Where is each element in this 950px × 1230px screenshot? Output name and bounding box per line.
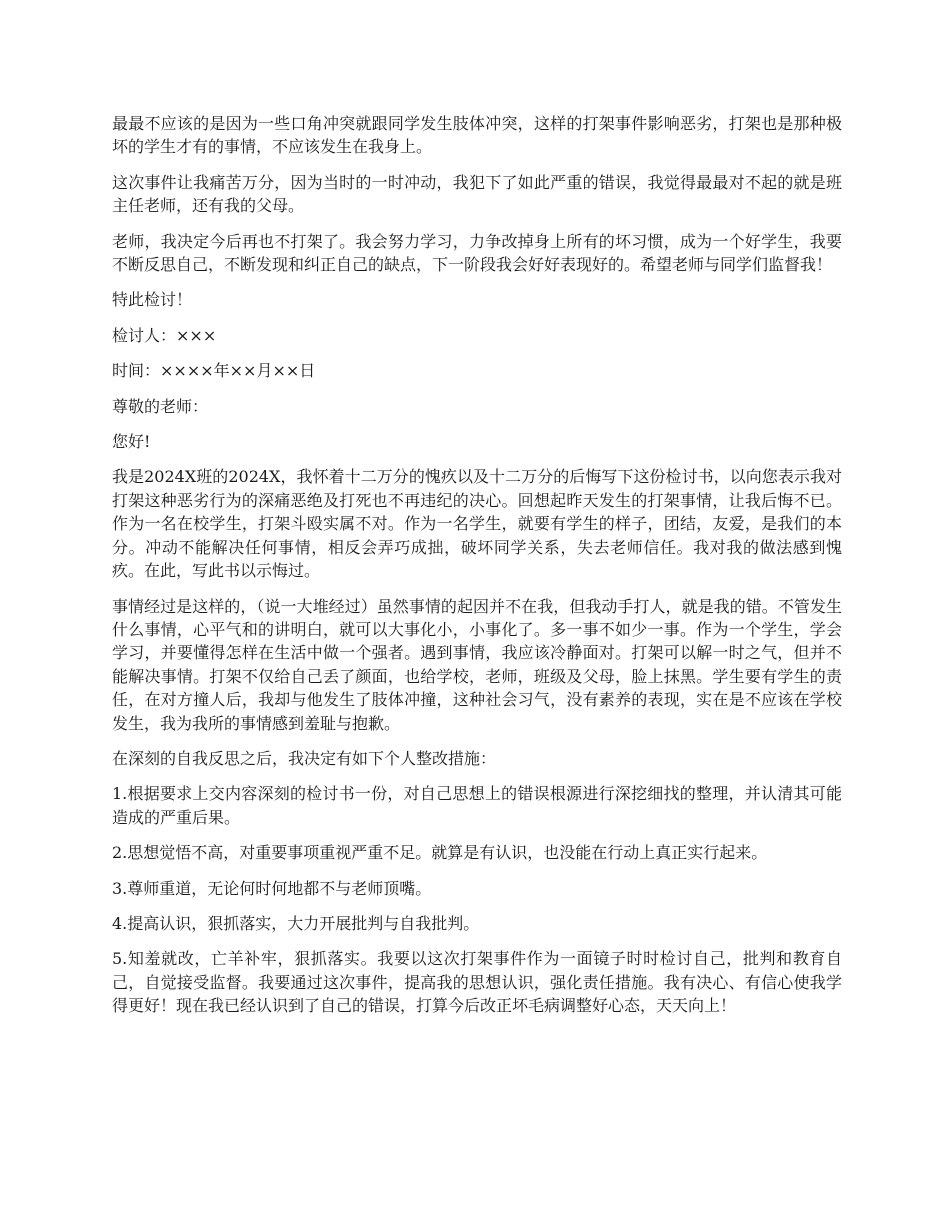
measure-item-4: 4.提高认识，狠抓落实，大力开展批判与自我批判。 [112, 913, 480, 933]
measure-item-1: 1.根据要求上交内容深刻的检讨书一份，对自己思想上的错误根源进行深挖细找的整理，并认清其可能造成的严重后果。 [112, 784, 842, 827]
salutation: 尊敬的老师： [112, 396, 209, 416]
date-line: 时间：××××年××月××日 [112, 361, 316, 381]
paragraph-regret-teacher-parents: 这次事件让我痛苦万分，因为当时的一时冲动，我犯下了如此严重的错误，我觉得最最对不起的就是班主任老师，还有我的父母。 [112, 172, 842, 216]
measure-item-5: 5.知羞就改，亡羊补牢，狠抓落实。我要以这次打架事件作为一面镜子时时检讨自己，批判和教育自己，自觉接受监督。我要通过这次事件，提高我的思想认识，强化责任措施。我有决心、有信心使我学得更好！现在我已经认识到了自己的错误，打算今后改正坏毛病调整好心态，天天向上！ [112, 949, 842, 1016]
closing-line: 特此检讨！ [112, 290, 193, 310]
paragraph-reflection-fight: 最最不应该的是因为一些口角冲突就跟同学发生肢体冲突，这样的打架事件影响恶劣，打架也是那种极坏的学生才有的事情，不应该发生在我身上。 [112, 114, 842, 157]
measure-item-2: 2.思想觉悟不高，对重要事项重视严重不足。就算是有认识，也没能在行动上真正实行起来。 [112, 843, 768, 863]
paragraph-measures-intro: 在深刻的自我反思之后，我决定有如下个人整改措施： [112, 748, 497, 768]
document-body [112, 112, 842, 1030]
paragraph-promise: 老师，我决定今后再也不打架了。我会努力学习，力争改掉身上所有的坏习惯，成为一个好学生，我要不断反思自己，不断发现和纠正自己的缺点，下一阶段我会好好表现好的。希望老师与同学们监督我！ [112, 231, 842, 275]
signature-line: 检讨人：××× [112, 325, 217, 345]
greeting: 您好! [112, 432, 151, 452]
paragraph-introduction: 我是2024X班的2024X，我怀着十二万分的愧疚以及十二万分的后悔写下这份检讨书，以向您表示我对打架这种恶劣行为的深痛恶绝及打死也不再违纪的决心。回想起昨天发生的打架事情，让我后悔不已。作为一名在校学生，打架斗殴实属不对。作为一名学生，就要有学生的样子，团结，友爱，是我们的本分。冲动不能解决任何事情，相反会弄巧成拙，破坏同学关系，失去老师信任。我对我的做法感到愧疚。在此，写此书以示悔过。 [112, 467, 842, 581]
measure-item-3: 3.尊师重道，无论何时何地都不与老师顶嘴。 [112, 878, 432, 898]
paragraph-incident-account: 事情经过是这样的，（说一大堆经过）虽然事情的起因并不在我，但我动手打人，就是我的错。不管发生什么事情，心平气和的讲明白，就可以大事化小，小事化了。多一事不如少一事。作为一个学生，学会学习，并要懂得怎样在生活中做一个强者。遇到事情，我应该冷静面对。打架可以解一时之气，但并不能解决事情。打架不仅给自己丢了颜面，也给学校，老师，班级及父母，脸上抹黑。学生要有学生的责任，在对方撞人后，我却与他发生了肢体冲撞，这种社会习气，没有素养的表现，实在是不应该在学校发生，我为我所的事情感到羞耻与抱歉。 [112, 596, 842, 733]
